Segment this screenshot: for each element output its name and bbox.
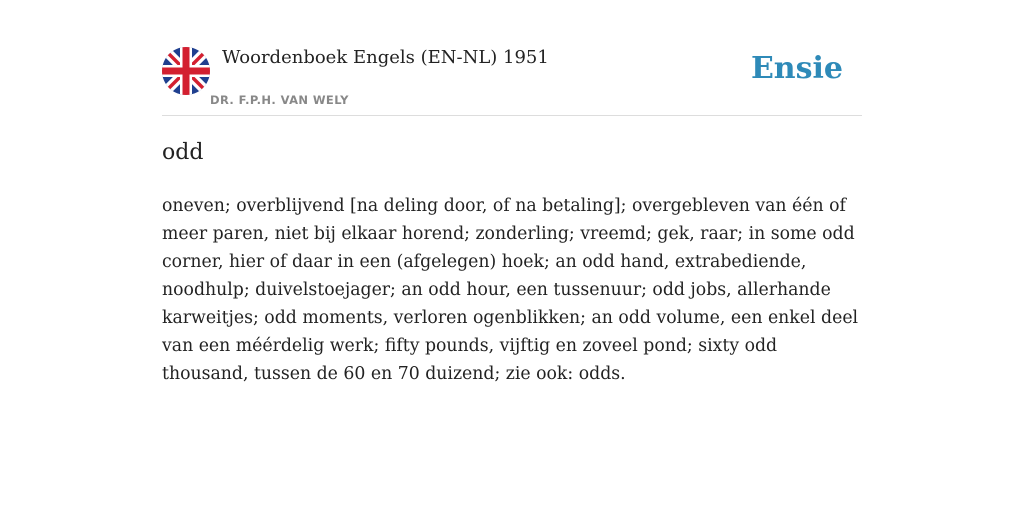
page-container — [162, 40, 862, 384]
dictionary-title[interactable]: Woordenboek Engels (EN-NL) 1951 — [222, 47, 549, 68]
entry-headword: odd — [162, 140, 204, 165]
dictionary-header — [162, 40, 862, 116]
uk-flag-icon — [162, 47, 210, 95]
ensie-logo[interactable]: Ensie — [750, 51, 843, 86]
entry-definition: oneven; overblijvend [na deling door, of na betaling]; overgebleven van één of meer paren, niet bij elkaar horend; zonderling; vreemd; gek, raar; in some odd corner, hier of daar in een (afgelegen) hoek; an odd hand, extrabediende, noodhulp; duivelstoejager; an odd hour, een tussenuur; odd jobs, allerhande karweitjes; odd moments, verloren ogenblikken; an odd volume, een enkel deel van een méérdelig werk; fifty pounds, vijftig en zoveel pond; sixty odd thousand, tussen de 60 en 70 duizend; zie ook: odds. — [162, 196, 859, 384]
dictionary-author: DR. F.P.H. VAN WELY — [210, 93, 349, 107]
